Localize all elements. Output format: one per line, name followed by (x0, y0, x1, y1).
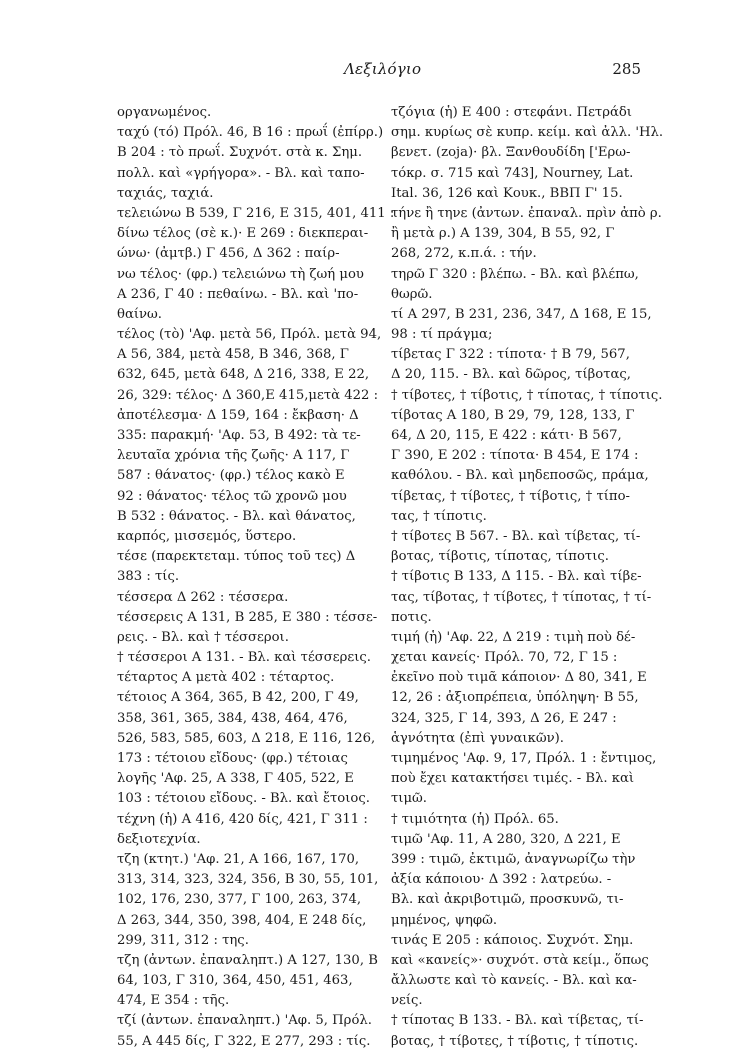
entry-line: πολλ. καὶ «γρήγορα». - Βλ. καὶ ταπο- (117, 165, 365, 181)
entry-line: ἄλλωστε καὶ τὸ κανείς. - Βλ. καὶ κα- (391, 973, 637, 989)
entry-line: 299, 311, 312 : της. (117, 932, 249, 948)
entry-line: τέσσερεις Α 131, Β 285, Ε 380 : τέσσε- (117, 609, 378, 625)
left-column (117, 103, 395, 1052)
entry-line: 526, 583, 585, 603, Δ 218, Ε 116, 126, (117, 730, 376, 746)
entry-line: 26, 329: τέλος· Δ 360,Ε 415,μετὰ 422 : (117, 387, 379, 403)
entry-line: τιμημένος 'Αφ. 9, 17, Πρόλ. 1 : ἔντιμος, (391, 751, 657, 766)
entry-line: 335: παρακμή· 'Αφ. 53, Β 492: τὰ τε- (117, 428, 361, 443)
entry-line: † τίβοτες Β 567. - Βλ. καὶ τίβετας, τί- (391, 528, 641, 544)
entry-line: 268, 272, κ.π.ά. : τήν. (391, 246, 537, 262)
entry-line: τζόγια (ἡ) Ε 400 : στεφάνι. Πετράδι (391, 105, 632, 120)
entry-line: ρεις. - Βλ. καὶ † τέσσεροι. (117, 629, 289, 645)
entry-line: τελειώνω Β 539, Γ 216, Ε 315, 401, 411 : (117, 205, 395, 221)
entry-line: 64, Δ 20, 115, Ε 422 : κάτι· Β 567, (391, 428, 622, 443)
entry-line: βενετ. (zoja)· βλ. Ξανθουδίδη ['Ερω- (391, 145, 631, 161)
entry-line: 358, 361, 365, 384, 438, 464, 476, (117, 710, 348, 726)
page-number: 285 (612, 60, 641, 78)
entry-line: τέσε (παρεκτεταμ. τύπος τοῦ τες) Δ (117, 549, 356, 565)
entry-line: τέσσερα Δ 262 : τέσσερα. (117, 589, 289, 605)
entry-line: μημένος, ψηφῶ. (391, 912, 498, 928)
entry-line: λευταῖα χρόνια τῆς ζωῆς· Α 117, Γ (117, 448, 350, 464)
entry-line: 324, 325, Γ 14, 393, Δ 26, Ε 247 : (391, 710, 617, 726)
entry-line: 383 : τίς. (117, 569, 180, 585)
entry-line: καθόλου. - Βλ. καὶ μηδεποσῶς, πράμα, (391, 468, 649, 484)
entry-line: 173 : τέτοιου εἴδους· (φρ.) τέτοιας (117, 751, 348, 766)
entry-line: τιμή (ἡ) 'Αφ. 22, Δ 219 : τιμὴ ποὺ δέ- (391, 629, 636, 645)
entry-line: † τέσσεροι Α 131. - Βλ. καὶ τέσσερεις. (117, 650, 371, 666)
entry-line: † τίβοτες, † τίβοτις, † τίποτας, † τίποτις. (391, 387, 663, 403)
entry-line: θωρῶ. (391, 286, 433, 302)
entry-line: † τίποτας Β 133. - Βλ. καὶ τίβετας, τί- (391, 1013, 644, 1029)
entry-line: Ital. 36, 126 καὶ Κουκ., ΒΒΠ Γ' 15. (391, 185, 623, 201)
entry-line: καὶ «κανείς»· συχνότ. στὰ κείμ., ὅπως (391, 952, 649, 968)
page-title: Λεξιλόγιο (344, 60, 422, 78)
running-head (0, 60, 733, 84)
entry-line: βοτας, τίβοτις, τίποτας, τίποτις. (391, 549, 609, 565)
entry-line: 98 : τί πράγμα; (391, 327, 493, 343)
entry-line: 587 : θάνατος· (φρ.) τέλος κακὸ Ε (117, 468, 345, 484)
entry-line: οργανωμένος. (117, 105, 212, 120)
entry-line: τέλος (τὸ) 'Αφ. μετὰ 56, Πρόλ. μετὰ 94, (117, 327, 382, 343)
entry-line: σημ. κυρίως σὲ κυπρ. κείμ. καὶ ἀλλ. 'Ηλ. (391, 125, 664, 141)
entry-line: τζί (ἀντων. ἐπαναληπτ.) 'Αφ. 5, Πρόλ. (117, 1013, 372, 1029)
entry-line: Α 56, 384, μετὰ 458, Β 346, 368, Γ (117, 347, 349, 363)
entry-line: τινάς Ε 205 : κάποιος. Συχνότ. Σημ. (391, 932, 634, 948)
entry-line: Γ 390, Ε 202 : τίποτα· Β 454, Ε 174 : (391, 448, 639, 464)
entry-line: ἀποτέλεσμα· Δ 159, 164 : ἔκβαση· Δ (117, 407, 359, 423)
entry-line: ταχιάς, ταχιά. (117, 185, 214, 201)
entry-line: ἢ μετὰ ρ.) Α 139, 304, Β 55, 92, Γ (391, 226, 615, 242)
entry-line: τίβετας, † τίβοτες, † τίβοτις, † τίπο- (391, 488, 630, 504)
entry-line: ἐκεῖνο ποὺ τιμᾶ κάποιον· Δ 80, 341, Ε (391, 670, 647, 686)
entry-line: τας, τίβοτας, † τίβοτες, † τίποτας, † τί- (391, 589, 652, 605)
entry-line: τί Α 297, Β 231, 236, 347, Δ 168, Ε 15, (391, 306, 652, 322)
entry-line: τήνε ἢ τηνε (ἀντων. ἐπαναλ. πρὶν ἀπὸ ρ. (391, 205, 662, 221)
entry-line: χεται κανείς· Πρόλ. 70, 72, Γ 15 : (391, 650, 618, 666)
entry-line: ταχύ (τό) Πρόλ. 46, Β 16 : πρωΐ (ἐπίρρ.) (117, 125, 384, 141)
entry-line: 474, Ε 354 : τῆς. (117, 993, 230, 1009)
right-column (391, 103, 664, 1052)
entry-line: βοτας, † τίβοτες, † τίβοτις, † τίποτις. (391, 1033, 639, 1049)
entry-line: † τιμιότητα (ἡ) Πρόλ. 65. (391, 811, 559, 827)
entry-line: τέχνη (ἡ) Α 416, 420 δίς, 421, Γ 311 : (117, 811, 368, 827)
entry-line: 55, Α 445 δίς, Γ 322, Ε 277, 293 : τίς. (117, 1033, 371, 1049)
entry-line: Α 236, Γ 40 : πεθαίνω. - Βλ. καὶ 'πο- (117, 286, 359, 302)
entry-line: τας, † τίποτις. (391, 508, 487, 524)
entry-line: Δ 263, 344, 350, 398, 404, Ε 248 δίς, (117, 912, 367, 928)
entry-line: 12, 26 : ἀξιοπρέπεια, ὑπόληψη· Β 55, (391, 690, 639, 706)
entry-line: τιμῶ 'Αφ. 11, Α 280, 320, Δ 221, Ε (391, 831, 621, 847)
entry-line: ἀξία κάποιου· Δ 392 : λατρεύω. - (391, 872, 612, 888)
entry-line: 313, 314, 323, 324, 356, Β 30, 55, 101, (117, 872, 379, 888)
entry-line: θαίνω. (117, 306, 162, 322)
entry-line: 399 : τιμῶ, ἐκτιμῶ, ἀναγνωρίζω τὴν (391, 851, 636, 867)
entry-line: 103 : τέτοιου εἴδους. - Βλ. καὶ ἔτοιος. (117, 791, 370, 807)
entry-line: τέτοιος Α 364, 365, Β 42, 200, Γ 49, (117, 690, 359, 706)
entry-line: ποτις. (391, 609, 432, 625)
entry-line: τηρῶ Γ 320 : βλέπω. - Βλ. καὶ βλέπω, (391, 266, 639, 282)
entry-line: ποὺ ἔχει κατακτήσει τιμές. - Βλ. καὶ (391, 771, 635, 787)
entry-line: 102, 176, 230, 377, Γ 100, 263, 374, (117, 892, 362, 908)
entry-line: 64, 103, Γ 310, 364, 450, 451, 463, (117, 973, 353, 989)
entry-line: δίνω τέλος (σὲ κ.)· Ε 269 : διεκπεραι- (117, 226, 369, 242)
entry-line: καρπός, μισσεμός, ὕστερο. (117, 528, 297, 544)
entry-line: Β 204 : τὸ πρωΐ. Συχνότ. στὰ κ. Σημ. (117, 145, 363, 161)
entry-line: 92 : θάνατος· τέλος τῶ χρονῶ μου (117, 488, 347, 504)
entry-line: τιμῶ. (391, 791, 427, 807)
entry-line: Β 532 : θάνατος. - Βλ. καὶ θάνατος, (117, 508, 356, 524)
entry-line: ώνω· (ἀμτβ.) Γ 456, Δ 362 : παίρ- (117, 246, 340, 262)
entry-line: † τίβοτις Β 133, Δ 115. - Βλ. καὶ τίβε- (391, 569, 642, 585)
entry-line: τζη (κτητ.) 'Αφ. 21, Α 166, 167, 170, (117, 851, 360, 867)
entry-line: λογῆς 'Αφ. 25, Α 338, Γ 405, 522, Ε (117, 771, 354, 787)
entry-line: 632, 645, μετὰ 648, Δ 216, 338, Ε 22, (117, 367, 370, 383)
entry-line: τόκρ. σ. 715 καὶ 743], Nourney, Lat. (391, 165, 634, 181)
entry-line: τζη (ἀντων. ἐπαναληπτ.) Α 127, 130, Β (117, 952, 378, 968)
entry-line: ἁγνότητα (ἐπὶ γυναικῶν). (391, 730, 564, 746)
entry-line: Δ 20, 115. - Βλ. καὶ δῶρος, τίβοτας, (391, 367, 631, 383)
entry-line: τίβοτας Α 180, Β 29, 79, 128, 133, Γ (391, 407, 635, 423)
entry-line: Βλ. καὶ ἀκριβοτιμῶ, προσκυνῶ, τι- (391, 892, 624, 908)
entry-line: τίβετας Γ 322 : τίποτα· † Β 79, 567, (391, 347, 630, 363)
entry-line: δεξιοτεχνία. (117, 831, 201, 847)
entry-line: τέταρτος Α μετὰ 402 : τέταρτος. (117, 670, 335, 686)
entry-line: νείς. (391, 993, 423, 1009)
entry-line: νω τέλος· (φρ.) τελειώνω τὴ ζωή μου (117, 266, 364, 282)
